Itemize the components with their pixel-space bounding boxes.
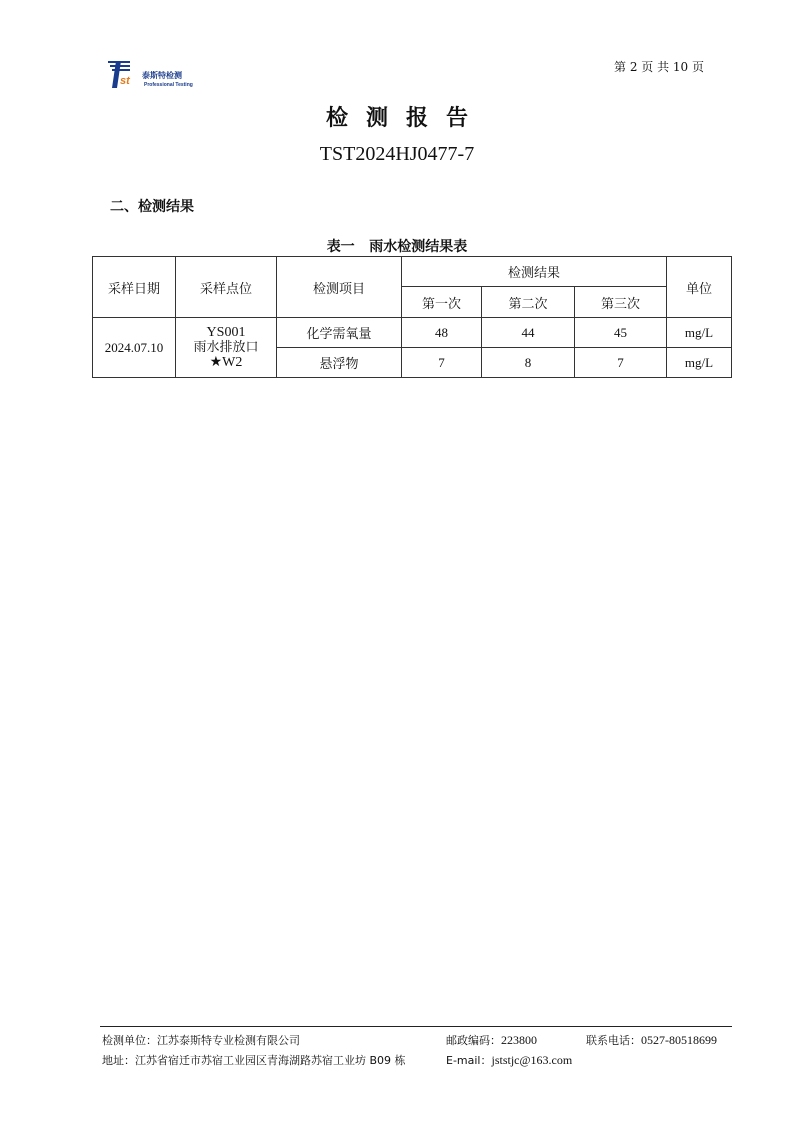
result-first: 48 [402,318,482,348]
test-item: 化学需氧量 [277,318,402,348]
tst-logo-mark-icon [106,58,140,90]
header-second: 第二次 [482,287,575,318]
org-label: 检测单位： [102,1034,157,1047]
result-unit: mg/L [667,318,732,348]
footer-phone [586,1032,717,1048]
address-label: 地址： [102,1054,135,1067]
header-first: 第一次 [402,287,482,318]
header-third: 第三次 [575,287,667,318]
email-value: jststjc@163.com [491,1053,573,1067]
report-title: 检测报告 [325,106,486,131]
phone-value: 0527-80518699 [641,1033,717,1047]
sampling-site [176,318,277,378]
site-name: 雨水排放口 [193,340,259,355]
test-item: 悬浮物 [277,348,402,378]
org-value: 江苏泰斯特专业检测有限公司 [157,1034,300,1047]
footer-divider [100,1026,732,1027]
footer-postal-code [446,1032,537,1048]
site-code: YS001 [206,325,246,340]
result-second: 44 [482,318,575,348]
footer-email [446,1052,572,1068]
header-unit: 单位 [667,257,732,318]
sampling-date: 2024.07.10 [93,318,176,378]
result-third: 7 [575,348,667,378]
result-third: 45 [575,318,667,348]
header-sampling-date: 采样日期 [93,257,176,318]
table-row [93,318,732,348]
logo-english-tagline: Professional Testing [144,82,193,88]
table-caption: 表一 雨水检测结果表 [326,239,468,255]
header-test-results: 检测结果 [402,257,667,287]
report-number: TST2024HJ0477-7 [319,143,475,165]
footer-organization [102,1032,300,1048]
postal-label: 邮政编码： [446,1034,501,1047]
postal-value: 223800 [501,1033,537,1047]
section-heading: 二、检测结果 [110,199,194,215]
result-unit: mg/L [667,348,732,378]
phone-label: 联系电话： [586,1034,641,1047]
logo-chinese-name: 泰斯特检测 [142,71,182,80]
header-sampling-site: 采样点位 [176,257,277,318]
email-label: E-mail： [446,1054,492,1067]
page-indicator: 第 2 页 共 10 页 [614,60,704,74]
address-value: 江苏省宿迁市苏宿工业园区青海湖路苏宿工业坊 B09 栋 [135,1054,406,1067]
header-test-item: 检测项目 [277,257,402,318]
result-first: 7 [402,348,482,378]
company-logo [106,58,206,92]
result-second: 8 [482,348,575,378]
site-mark: ★W2 [209,355,243,370]
svg-text:st: st [120,75,130,87]
footer-address [102,1052,406,1068]
results-table [92,256,732,378]
